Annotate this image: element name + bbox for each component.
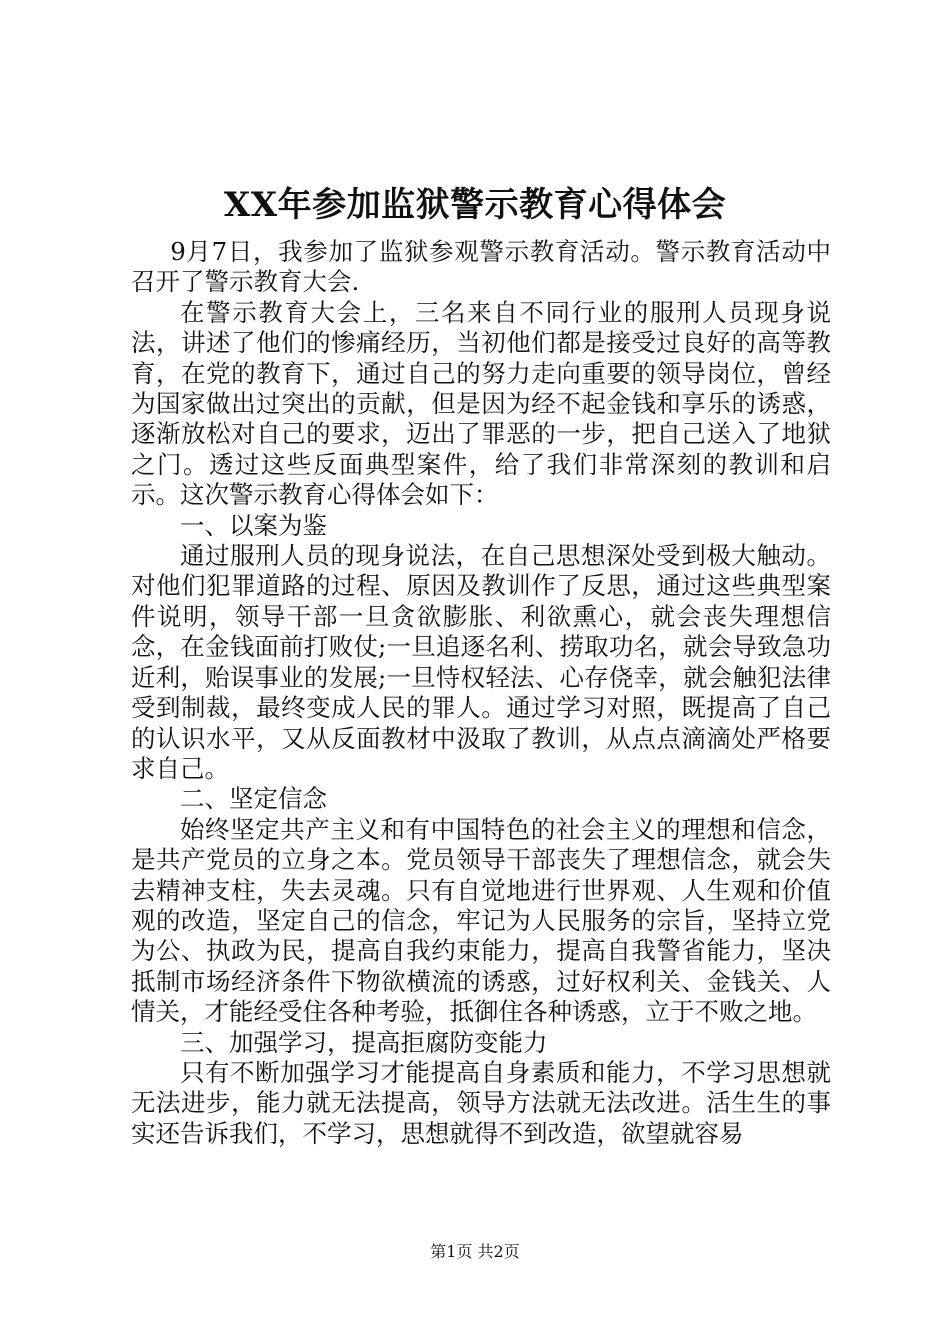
paragraph-conference: 在警示教育大会上，三名来自不同行业的服刑人员现身说法，讲述了他们的惨痛经历，当初他们都是接受过良好的高等教育，在党的教育下，通过自己的努力走向重要的领导岗位，曾经为国家做出过突出的贡献，但是因为经不起金钱和享乐的诱惑，逐渐放松对自己的要求，迈出了罪恶的一步，把自己送入了地狱之门。透过这些反面典型案件，给了我们非常深刻的教训和启示。这次警示教育心得体会如下： [131, 297, 831, 510]
paragraph-intro: 9月7日，我参加了监狱参观警示教育活动。警示教育活动中召开了警示教育大会. [131, 237, 831, 297]
section-heading-3: 三、加强学习，提高拒腐防变能力 [180, 1027, 548, 1057]
document-title: XX年参加监狱警示教育心得体会 [223, 185, 727, 225]
document-body [131, 237, 831, 1149]
paragraph-section-2: 始终坚定共产主义和有中国特色的社会主义的理想和信念，是共产党员的立身之本。党员领导干部丧失了理想信念，就会失去精神支柱，失去灵魂。只有自觉地进行世界观、人生观和价值观的改造，坚定自己的信念，牢记为人民服务的宗旨，坚持立党为公、执政为民，提高自我约束能力，提高自我警省能力，坚决抵制市场经济条件下物欲横流的诱惑，过好权利关、金钱关、人情关，才能经受住各种考验，抵御住各种诱惑，立于不败之地。 [131, 814, 831, 1027]
section-heading-1: 一、以案为鉴 [180, 510, 327, 540]
paragraph-section-3: 只有不断加强学习才能提高自身素质和能力，不学习思想就无法进步，能力就无法提高，领导方法就无法改进。活生生的事实还告诉我们，不学习，思想就得不到改造，欲望就容易 [131, 1057, 831, 1148]
page-footer: 第1页 共2页 [430, 1242, 520, 1261]
paragraph-section-1: 通过服刑人员的现身说法，在自己思想深处受到极大触动。对他们犯罪道路的过程、原因及教训作了反思，通过这些典型案件说明，领导干部一旦贪欲膨胀、利欲熏心，就会丧失理想信念，在金钱面前打败仗;一旦追逐名利、捞取功名，就会导致急功近利，贻误事业的发展;一旦恃权轻法、心存侥幸，就会触犯法律受到制裁，最终变成人民的罪人。通过学习对照，既提高了自己的认识水平，又从反面教材中汲取了教训，从点点滴滴处严格要求自己。 [131, 541, 831, 783]
section-heading-2: 二、坚定信念 [180, 784, 327, 814]
